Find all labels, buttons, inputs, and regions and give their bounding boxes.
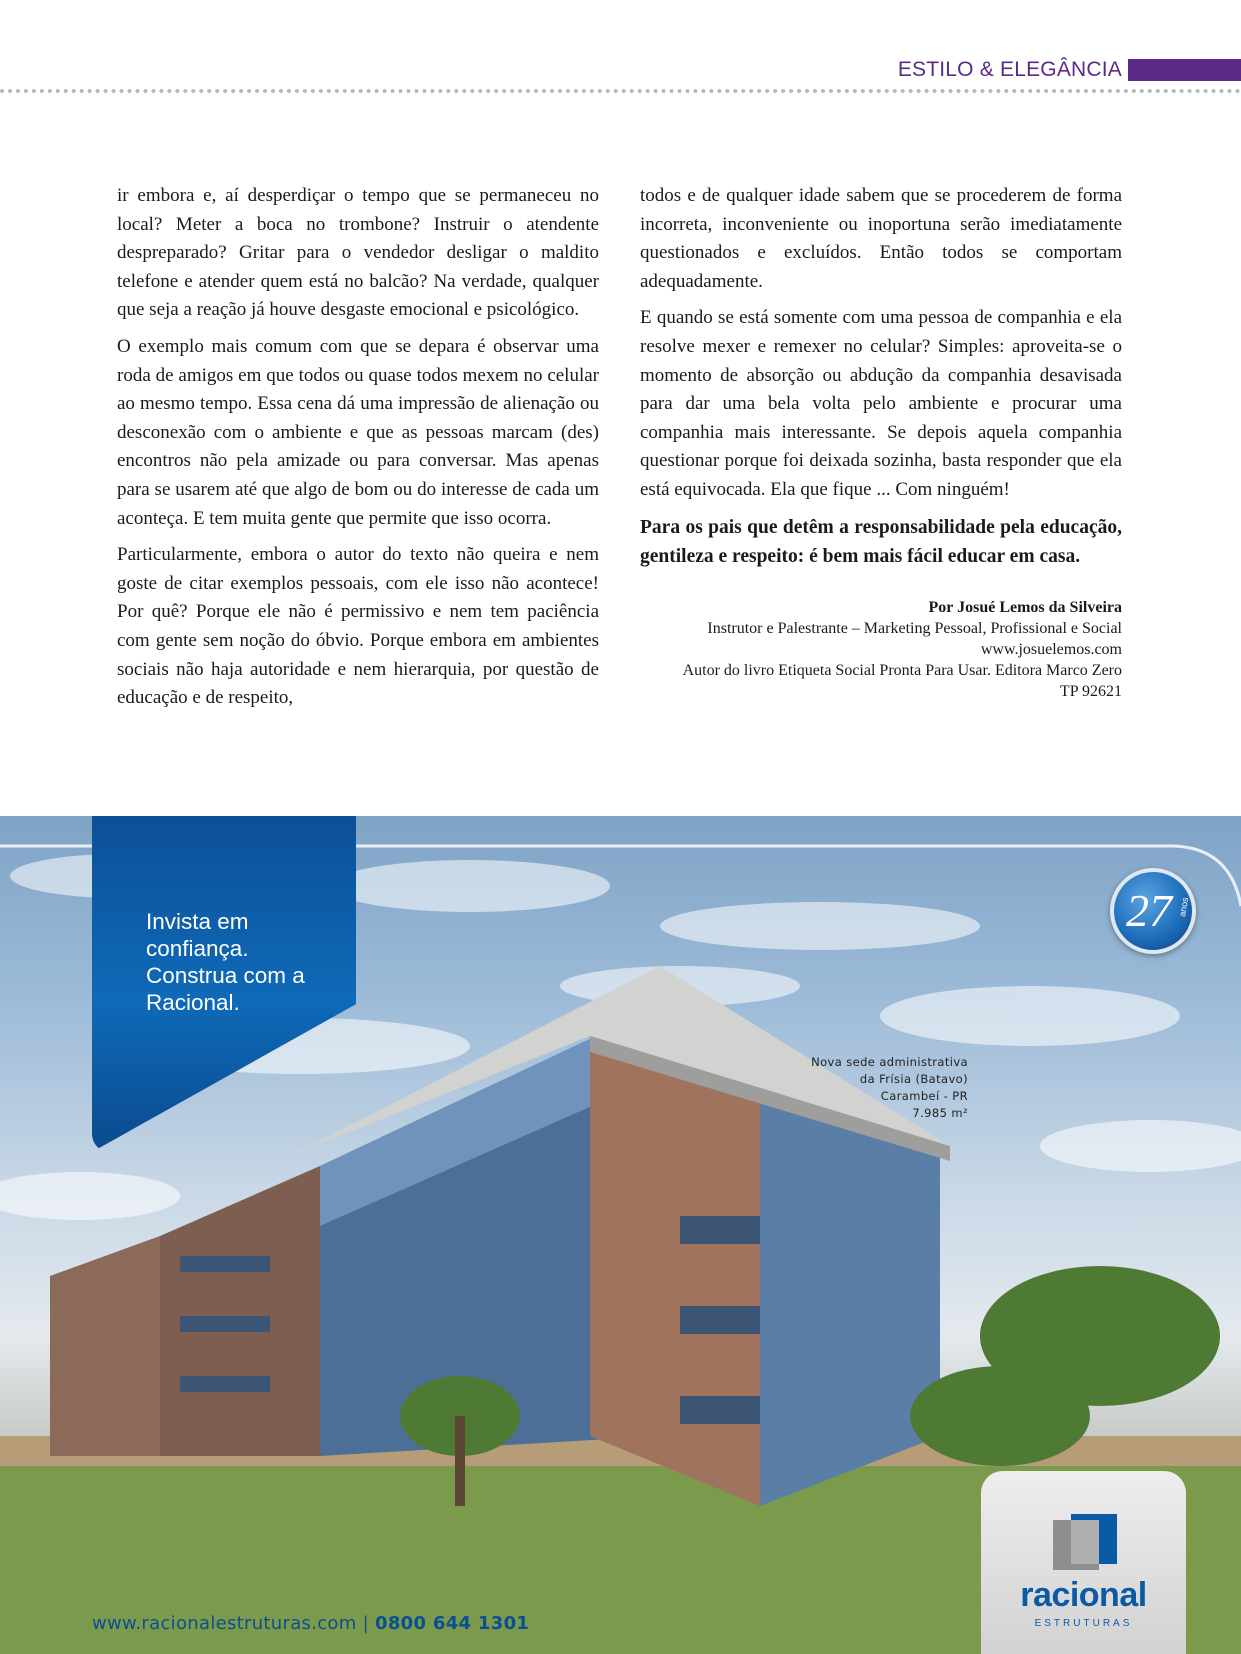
brand-name: racional	[1020, 1576, 1147, 1614]
contact-separator: |	[362, 1613, 369, 1634]
racional-logo-icon	[1053, 1514, 1117, 1570]
ad-website[interactable]: www.racionalestruturas.com	[92, 1613, 357, 1634]
closing-statement: Para os pais que detêm a responsabilidade pela educação, gentileza e respeito: é bem mais fácil educar em casa.	[640, 516, 1122, 567]
paragraph: O exemplo mais comum com que se depara é observar uma roda de amigos em que todos ou quase todos mexem no celular ao mesmo tempo. Essa cena dá uma impressão de alienação ou desconexão com o ambiente e que as pessoas marcam (des) encontros não pela amizade ou para conversar. Mas apenas para se usarem até que algo de bom ou do interesse de cada um aconteça. E tem muita gente que permite que isso ocorra.	[117, 335, 599, 529]
author-book: Autor do livro Etiqueta Social Pronta Para Usar. Editora Marco Zero	[682, 661, 1122, 679]
brand-subtitle: ESTRUTURAS	[1034, 1618, 1133, 1629]
caption-line: Carambeí - PR	[880, 1089, 968, 1103]
anniversary-badge	[1110, 868, 1196, 954]
section-title: ESTILO & ELEGÂNCIA	[897, 58, 1122, 81]
ad-phone[interactable]: 0800 644 1301	[375, 1613, 530, 1634]
paragraph: Particularmente, embora o autor do texto não queira e nem goste de citar exemplos pessoais, com ele isso não acontece! Por quê? Porque ele não é permissivo e nem tem paciência com gente sem noção do óbvio. Porque embora em ambientes sociais não haja autoridade e nem hierarquia, por questão de educação e de respeito,	[117, 544, 599, 709]
author-name: Por Josué Lemos da Silveira	[928, 598, 1122, 616]
ad-contact	[92, 1613, 529, 1634]
section-accent-bar	[1128, 59, 1241, 81]
caption-line: Nova sede administrativa	[811, 1055, 968, 1069]
racional-logo-card	[981, 1471, 1186, 1654]
paragraph: E quando se está somente com uma pessoa de companhia e ela resolve mexer e remexer no celular? Simples: aproveita-se o momento de absorção ou abdução da companhia desavisada para dar uma bela volta pelo ambiente e procurar uma companhia mais interessante. Se depois aquela companhia questionar porque foi deixada sozinha, basta responder que ela está equivocada. Ela que fique ... Com ninguém!	[640, 307, 1122, 500]
caption-line: 7.985 m²	[912, 1106, 968, 1120]
paragraph: ir embora e, aí desperdiçar o tempo que se permaneceu no local? Meter a boca no trombone? Instruir o atendente despreparado? Gritar para o vendedor desligar o maldito telefone e atender quem está no balcão? Na verdade, qualquer que seja a reação já houve desgaste emocional e psicológico.	[117, 185, 599, 321]
article-column-right	[640, 182, 1122, 702]
author-website[interactable]: www.josuelemos.com	[980, 640, 1122, 658]
paragraph: todos e de qualquer idade sabem que se procederem de forma incorreta, inconveniente ou inoportuna serão imediatamente questionados e excluídos. Então todos se comportam adequadamente.	[640, 185, 1122, 292]
badge-number: 27	[1126, 885, 1172, 936]
author-signature	[640, 597, 1122, 702]
article-column-left	[117, 182, 599, 721]
author-role: Instrutor e Palestrante – Marketing Pessoal, Profissional e Social	[707, 619, 1122, 637]
badge-word: anos	[1177, 896, 1191, 918]
caption-line: da Frísia (Batavo)	[859, 1072, 968, 1086]
author-registration: TP 92621	[1059, 682, 1122, 700]
photo-caption	[811, 1054, 968, 1122]
ad-slogan: Invista em confiança. Construa com a Racional.	[146, 909, 305, 1015]
header-divider	[0, 89, 1241, 93]
racional-advertisement	[0, 816, 1241, 1654]
